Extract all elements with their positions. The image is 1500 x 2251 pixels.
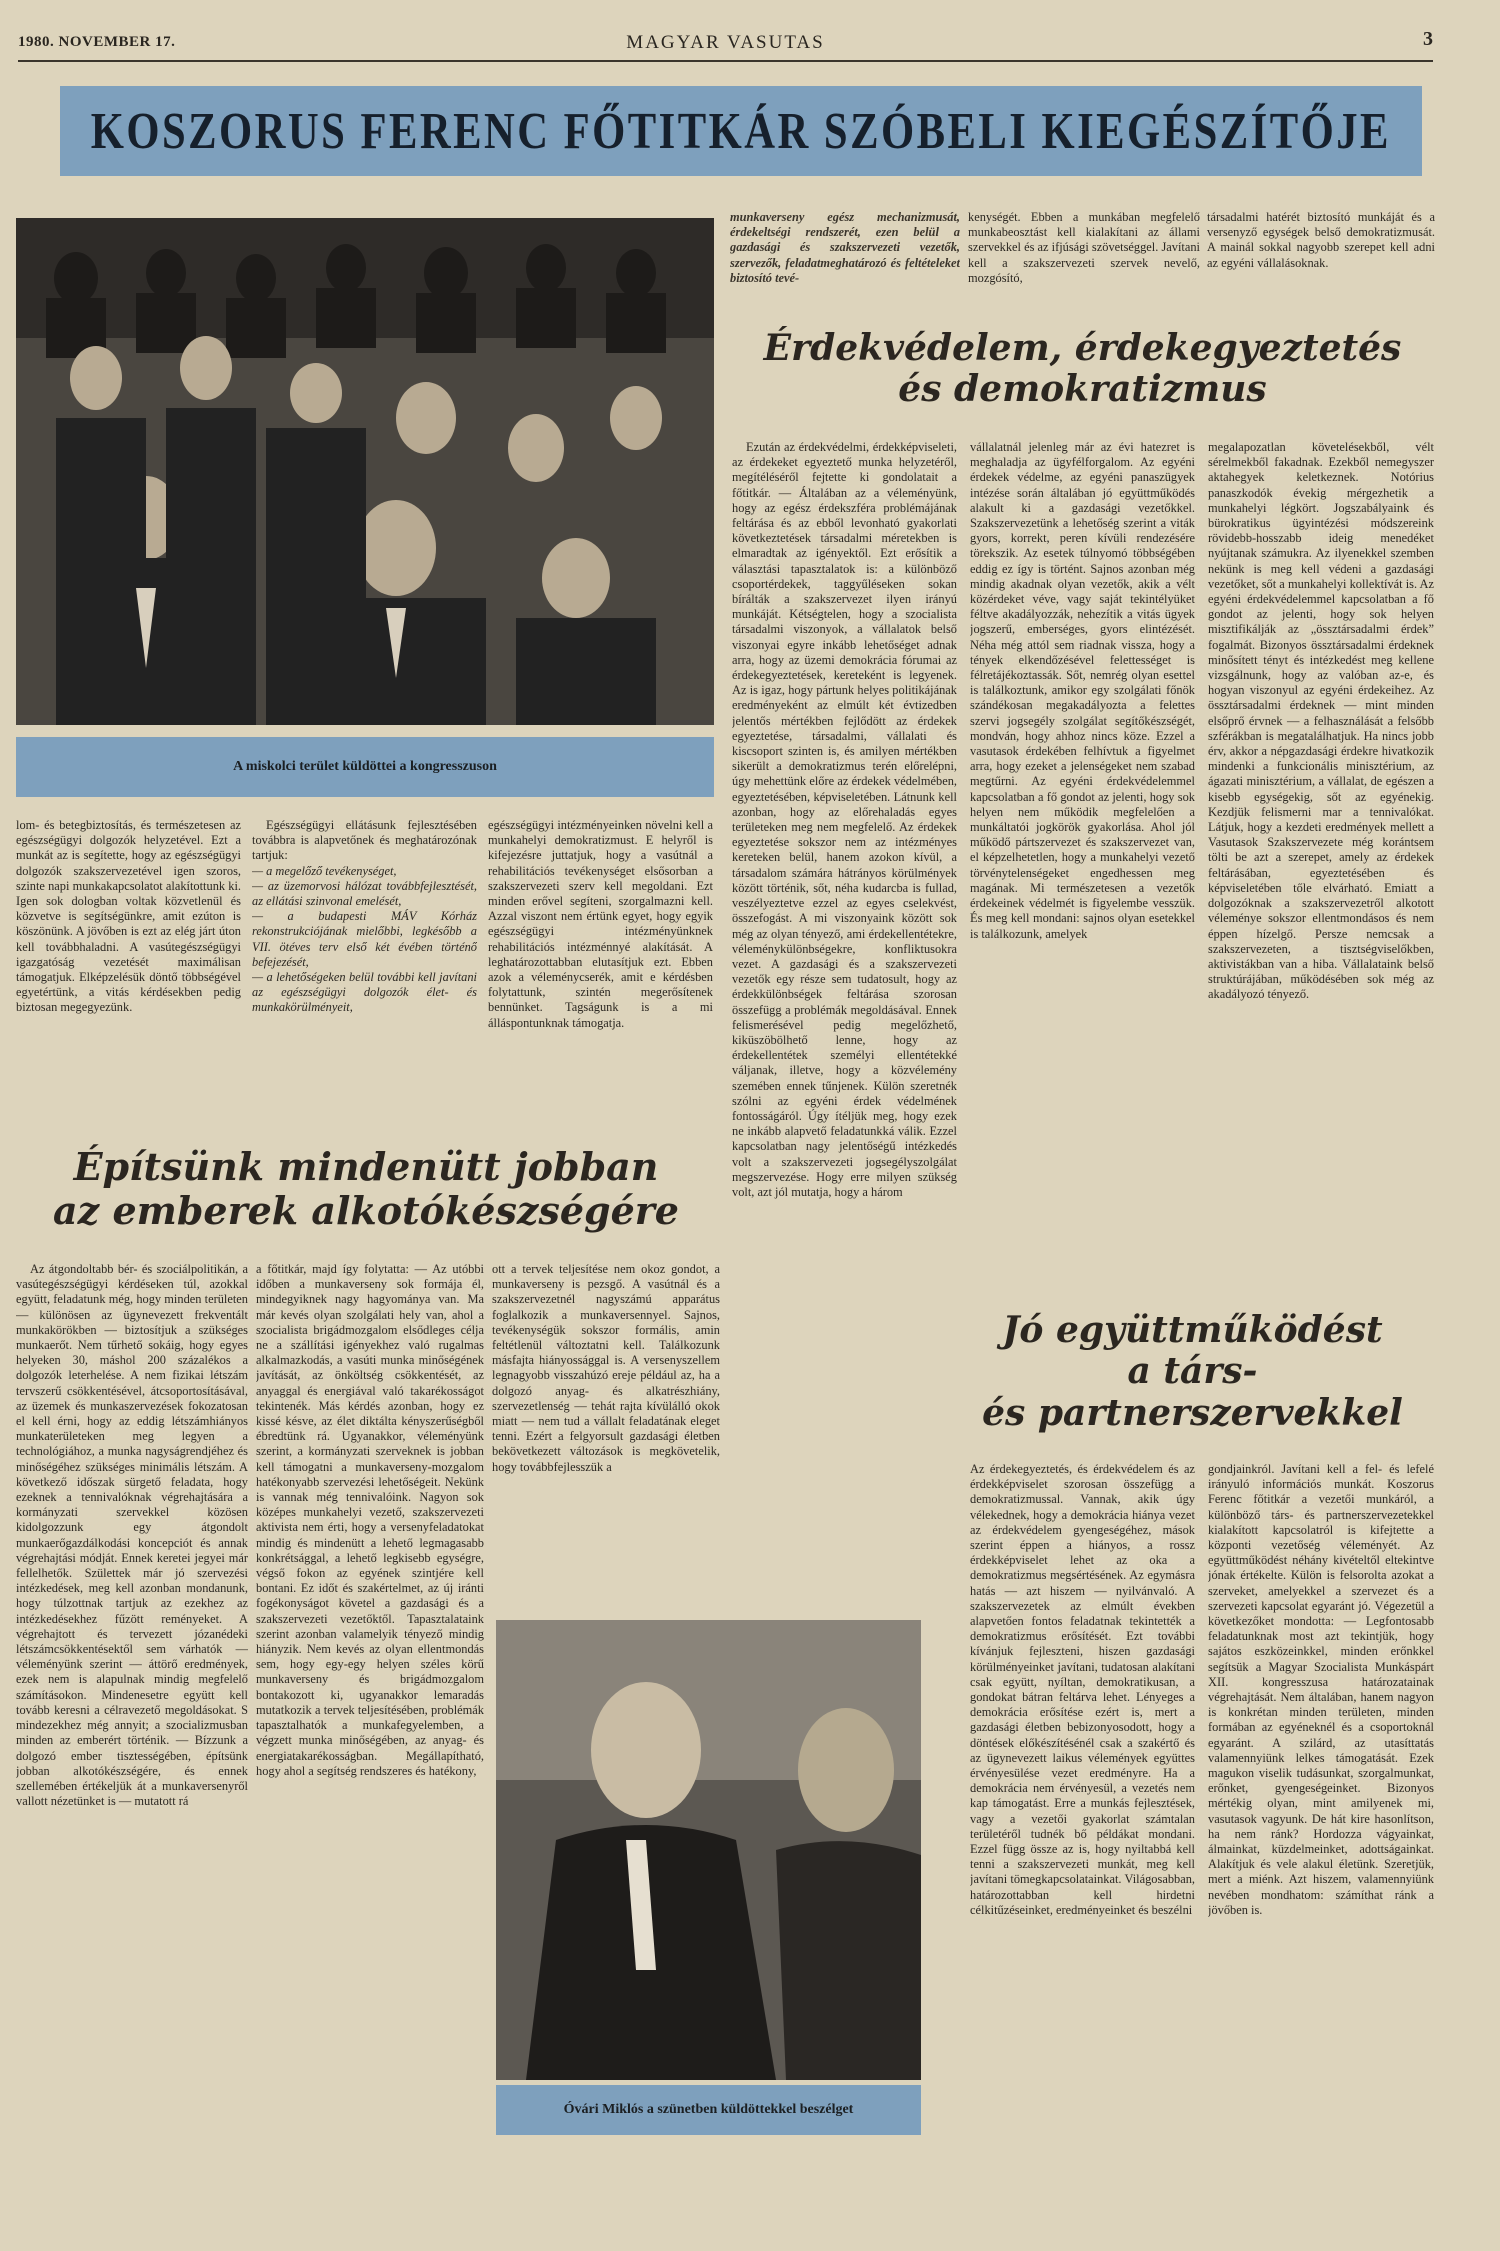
column-lower-1-text: Az átgondoltabb bér- és szociálpolitikán, a vasútegészségügyi kérdéseken túl, azokkal együtt, feladatunk még, hogy minden területen — különösen az ügynevezett frekventált munkakörökben — biztosítjuk a szükséges munkaerőt. Nem tűrhető sokáig, hogy egyes helyeken 30, máshol 200 százalékos a dolgozók leterhelése. A nem fizikai létszám tervszerű csökkentésével, átcsoportosításával, az üzemek és munkaszervezések fokozatosan el kell érni, hogy az eddig létszámhiányos munkaterületeken meg legyen a technológiához, a munka nagyságrendjéhez és minőségéhez szükséges minimális létszám. A következő időszak sürgető feladata, hogy ezeknek a tennivalóknak végrehajtására a kormányzati szervekkel közösen kidolgozzunk egy átgondolt munkaerőgazdálkodási koncepciót és annak végrehajtási módját. Ennek keretei jegyei már fellelhetők. Születtek már jó szervezési intézkedések, meg kell azonban mondanunk, hogy túlzottnak tartjuk az ezekhez az intézkedésekhez fűzött reményeket. A végrehajtott és tervezett józanédeki létszámcsökkentésektől sem várhatók — véleményünk szerint — áttörő eredmények, ezek nem is alapulnak mindig megfelelő számításokon. Mindenesetre együtt kell tovább keresni a célravezető megoldásokat. S mindezekhez még annyit; a szocializmusban minden az emberért történik. — Bízzunk a dolgozó ember tisztességében, építsünk jobban alkotókészségére, és ennek szellemében értékeljük át a munkaversenyről vallott nézetünket is — mutatott rá [16,1262,248,1809]
column-left-3-text: egészségügyi intézményeinken növelni kell a munkahelyi demokratizmust. E helyről is kifejezésre juttatjuk, hogy a vasútnál a rehabilitációs tevékenységet elsősorban a szakszervezeti szerv kell megoldani. Ezt minden erővel segíteni, szorgalmazni kell. Azzal viszont nem értünk egyet, hogy egyik egészségügyi intézményünknek rehabilitációs intézménnyé alakítását. A leghatározottabban elutasítjuk ezt. Ebben azok a véleménycserék, amit e kérdésben folytattunk, szintén megerősítenek bennünket. Tagságunk is a mi álláspontunknak támogatja. [488,818,713,1030]
column-left-2-bullet-3: — a budapesti MÁV Kórház rekonstrukciójának mielőbbi, legkésőbb a VII. ötéves terv első két évében történő befejezését, [252,909,477,969]
headline-3-line-2: a társ- [1127,1350,1258,1393]
headline-2-line-1: Építsünk mindenütt jobban [73,1144,659,1189]
column-left-2 [252,818,477,1128]
column-top-a-text: munkaverseny egész mechanizmusát, érdekeltségi rendszerét, ezen belül a gazdasági és szakszervezeti vezetők, szervezők, feladatmeghatározó és feltételeket biztosító tevé- [730,210,960,285]
issue-date: 1980. NOVEMBER 17. [18,34,176,50]
column-top-a [730,210,960,302]
column-left-2-intro: Egészségügyi ellátásunk fejlesztésében továbbra is alapvetőnek és meghatározónak tartjuk: [252,818,477,863]
ovari-photo [496,1620,921,2080]
column-top-c [1207,210,1435,302]
headline-3-line-3: és partnerszervekkel [982,1391,1403,1434]
column-mid-1 [732,440,957,1580]
headline-build-better [16,1145,716,1232]
column-lower-2-text: a főtitkár, majd így folytatta: — Az utóbbi időben a munkaverseny sok formája él, mindegyiknek nagy hagyománya van. Ma már kevés olyan szolgálati hely van, ahol a szocialista brigádmozgalom elsődleges célja ne a szállítási igényekhez való rugalmas alkalmazkodás, a vasúti munka minőségének javítását, az önköltség csökkentését, az anyaggal és energiával való takarékosságot tekintenék. Más kérdés azonban, hogy ez kissé késve, az élet diktálta kényszerűségből ébredtünk rá. Ugyanakkor, véleményünk szerint, a kormányzati szerveknek is jobban kell támogatni a munkaverseny-mozgalom hatékonyabb szervezési lehetőségeit. Nekünk is vannak még tennivalóink. Nagyon sok középes munkahelyi vezető, szakszervezeti aktivista nem érti, hogy a versenyfeladatokat mindig és mindenütt a lehető legmagasabb konkrétsággal, a lehető legkisebb egységre, végső fokon az egyének szintjére kell bontani. Ez időt és szakértelmet, az új iránti fogékonyságot követel a gazdasági és a szakszervezeti vezetőktől. Tapasztalataink szerint azonban valamelyik tényező mindig hiányzik. Nem kevés az olyan ellentmondás sem, hogy egy-egy helyen széles körű munkaverseny és brigádmozgalom bontakozott ki, ugyanakkor lemaradás mutatkozik a tervek teljesítésében, problémák tapasztalhatók a munkafegyelemben, a végzett munka minőségében, az anyag- és energiatakarékosságban. Megállapítható, hogy ahol a segítség rendszeres és hatékony, [256,1262,484,1778]
column-top-c-text: társadalmi hatérét biztosító munkáját és a versenyző egységek belső demokratizmusát. A mainál sokkal nagyobb szerepet kell adni az egyéni vállalásoknak. [1207,210,1435,270]
newspaper-title: MAGYAR VASUTAS [626,32,825,53]
headline-cooperation [950,1310,1435,1434]
headline-1-line-2: és demokratizmus [898,368,1267,411]
column-mid-2 [970,440,1195,1330]
top-photo-caption: A miskolci terület küldöttei a kongresszuson [233,759,497,774]
banner-title: KOSZORUS FERENC FŐTITKÁR SZÓBELI KIEGÉSZÍTŐJE [90,102,1392,160]
delegates-photo [16,218,714,725]
column-left-1 [16,818,241,1128]
top-photo-caption-box [16,737,714,797]
headline-1-line-1: Érdekvédelem, érdekegyeztetés [763,327,1402,369]
article-banner [60,86,1422,176]
column-top-b-text: kenységét. Ebben a munkában megfelelő munkabeosztást kell kialakítani az állami szervekkel és az ifjúsági szövetséggel. Javítani kell a szakszervezeti szervek nevelő, mozgósító, [968,210,1200,285]
column-lower-4 [970,1462,1195,2232]
headline-2-line-2: az emberek alkotókészségére [53,1187,679,1233]
column-top-b [968,210,1200,302]
page-number: 3 [1423,28,1433,50]
column-lower-4-text: Az érdekegyeztetés, és érdekvédelem és az érdekképviselet szorosan összefügg a demokratizmussal. Vannak, akik úgy vélekednek, hogy a demokrácia hiánya vezet az érdekvédelem gyengeségéhez, mások szerint éppen a hiányos, a rossz érdekképviselet lehet az oka a demokratizmus megsértésének. Az egymásra hatás — azt hiszem — nyilvánvaló. A szakszervezetek az elmúlt években alapvetően fontos feladatnak tekintették a demokratizmus erősítését. Ezt további kívánjuk fejleszteni, hiszen gazdasági körülményeinket javítani, tudatosan alakítani csak együtt, nyíltan, demokratikusan, a gondokat bátran feltárva lehet. Lényeges a demokrácia erősítése ezért is, mert a gazdasági életben bebizonyosodott, hogy a döntések előkészítésénél csak a szakértő és az ügynevezett laikus vélemények együttes érvényesülése vezet eredményre. Ha a demokrácia nem érvényesül, a vezetés nem kap támogatást. Erre a munkás fejlesztések, vagy a vezetői gyakorlat számtalan területéről tudnék bő példákat mondani. Ezzel függ össze az is, hogy nyiltabbá kell tenni a szakszervezeti munkát, meg kell javítani tömegkapcsolatainkat. Világosabban, határozottabban kell hirdetni célkitűzéseinket, eredményeinket és beszélni [970,1462,1195,1917]
page-header [18,30,1433,62]
bottom-photo-caption-box [496,2085,921,2135]
column-left-3 [488,818,713,1128]
column-lower-2 [256,1262,484,2212]
column-lower-3-text: ott a tervek teljesítése nem okoz gondot, a munkaverseny is pezsgő. A vasútnál és a szakszervezetnél nagyszámú apparátus foglalkozik a munkaversennyel. Sajnos, tevékenységük sokszor formális, amin feltétlenül változtatni kell. Találkozunk másfajta hiányossággal is. A versenyszellem legnagyobb visszahúzó ereje például az, ha a dolgozó anyag- és alkatrészhiány, szervezetlenség — tehát rajta kívülálló okok miatt — nem tud a vállalt feladatának eleget tenni. Ezért a felgyorsult gazdasági életben bekövetkezett változások is megkövetelik, hogy továbbfejlesszük a [492,1262,720,1474]
column-lower-1 [16,1262,248,2212]
column-lower-3 [492,1262,720,1612]
column-right-1-text: megalapozatlan követelésekből, vélt sérelmekből fakadnak. Ezekből nemegyszer aktahegyek keletkeznek. Notórius panaszkodók évekig mérgezhetik a munkahelyi légkört. Jogszabályaink és bürokratikus ügyintézési módszereink rövidebb-hosszabb ideig menedéket nyújtanak számukra. Az ilyenekkel szemben nekünk is meg kell védeni a gazdasági vezetőket, sőt a munkahelyi kollektívát is. Az egyéni érdekvédelemmel kapcsolatban a fő gondot az jelenti, hogy sok helyen misztifikálják az „össztársadalmi érdek” fogalmát. Bizonyos össztársadalmi érdeknek minősített tényt és intézkedést meg kellene vizsgálnunk, hogy az valóban az-e, és hogyan viszonyul az egyéni érdekeihez. Az össztársadalmi érdeknek — mint minden elsőprő érvnek — a felhasználását a felsőbb szférákban is megatalálhatjuk. Ha nincs jobb érv, akkor a népgazdasági érdekre hivatkozik mindenki a funkcionális minisztérium, az ágazati minisztérium, a vállalat, de egészen a kisebb egységekig, sőt az egyénekig. Kezdjük felismerni mar a tennivalókat. Látjuk, hogy a kezdeti eredmények mellett a Vasutasok Szakszervezete még korántsem tölti be azt a szerepet, amely az érdekek feltárásában, egyeztetésében és képviseletében tőle elvárható. Emiatt a dolgozóknak a szakszervezetről alkotott véleménye sokszor ellentmondásos és nem éppen hízelgő. Persze nemcsak a szakszervezeten, a tisztségviselőkben, aktivistákban van a hiba. Vállalataink belső struktúrájában, működésében sok még az akadályozó tényező. [1208,440,1434,1002]
delegates-photo-image [16,218,714,725]
ovari-photo-image [496,1620,921,2080]
column-lower-5 [1208,1462,1434,2232]
bottom-photo-caption: Óvári Miklós a szünetben küldöttekkel beszélget [563,2102,854,2117]
column-mid-1-text: Ezután az érdekvédelmi, érdekképviseleti, az érdekeket egyeztető munka helyzetéről, megítéléséről fejtette ki gondolatait a főtitkár. — Általában az a véleményünk, hogy az egész érdekszféra problémájának feltárása és az ebből levonható gyakorlati következtetések társadalmi méretekben is elmaradtak az igényektől. Ezt erősítik a választási tapasztalatok is: a különböző csoportérdekek, taggyűléseken sokan bírálták a szakszervezet ilyen irányú munkáját. Kétségtelen, hogy a szocialista társadalmi viszonyok, a vállalatok belső viszonyai egyre inkább lehetőséget adnak arra, hogy az üzemi demokrácia fórumai az érdekegyeztetések, kereteként is legyenek. Az is igaz, hogy pártunk helyes politikájának eredményeként az elmúlt két évtizedben jelentős mértékben fejlődött az érdekek egyeztetése, társadalmi, vállalati és kiscsoport szinten is, és amilyen mértékben sikerült a demokratizmus terén előrelépni, úgy mehettünk előre az érdekek védelmében, egyeztetésében, képviseletében. Látnunk kell azonban, hogy az előrehaladás egyes területeken meg nem megfelelő. Az érdekek egyeztetése sokszor nem az intézményes kereteken belül, hanem azokon kívül, a társadalom számára hátrányos körülmények között történik, sőt, néha kudarcba is fullad, veszélyeztetve ezzel az egyes cselekvést, összefogást. A mi viszonyaink között sok még az olyan tényező, ami érdekellentétekre, véleménykülönbségekre, konfliktusokra vezet. A gazdasági és a szakszervezeti vezetők egy része sem tudatosult, hogy az érdekkülönbségek feltárása szorosan összefügg a problémák megoldásával. Ennek felismerésével pedig megelőzhető, kiküszöbölhető lenne, hogy az érdekellentétek személyi ellentétekké váljanak, illetve, hogy a közvélemény szemében ennek tűnjenek. Külön szeretnék szólni az egyéni érdek védelmének fontosságáról. Úgy ítéljük meg, hogy ezek ne inkább alapvető feladatunkká válik. Ezzel kapcsolatban nagy jelentőségű intézkedés volt a szakszervezeti jogsegélyszolgálat megszervezése. Hogy erre milyen szükség volt, azt jól mutatja, hogy a három [732,440,957,1199]
column-left-2-bullet-4: — a lehetőségeken belül további kell javítani az egészségügyi dolgozók élet- és munkakörülményeit, [252,970,477,1015]
column-left-1-text: lom- és betegbiztosítás, és természetesen az egészségügyi dolgozók helyzetével. Ezt a munkát az is segítette, hogy az egészségügyi dolgozók szakszervezetével igen szoros, szinte napi munkakapcsolatot alakítottunk ki. Igen sok dologban voltak közvetlenül és közvetve is segítségünkre, amit ezúton is köszönünk. A jövőben is ezt az elég járt úton kell továbbhaladni. A vasútegészségügyi igazgatóság vezetését maximálisan támogatjuk. Elképzelésük döntő többségével egyetértünk, a vitás kérdésekben pedig biztosan megegyezünk. [16,818,241,1015]
column-right-1 [1208,440,1434,1310]
column-lower-5-text: gondjainkról. Javítani kell a fel- és lefelé irányuló információs munkát. Koszorus Ferenc főtitkár a vezetői munkáról, a különböző társ- és partnerszervezetekkel kialakított kapcsolatról is kifejtette a központi vezetőség véleményét. Az együttműködést néhány kivételtől eltekintve jónak értékelte. Külön is felsorolta azokat a szerveket, amelyekkel a szervezet és a szervezeti kapcsolat egyaránt jó. Végezetül a következőket mondotta: — Legfontosabb feladatunknak most azt tekintjük, hogy sajátos eszközeinkkel, minden erőnkkel segítsük a Magyar Szocialista Munkáspárt XII. kongresszusa határozatainak végrehajtását. Nem általában, hanem nagyon is konkrétan minden területen, minden formában az egyéneknél és a csoportoknál egyaránt. A szilárd, az utasíttatás valamennyiünk lelkes támogatását. Ezek magukon viselik tudásunkat, szorgalmunkat, erőnket, gyengeségeinket. Bizonyos mértékig olyan, mint amilyenek mi, vasutasok vagyunk. De hát kire hasonlítson, ha nem ránk? Hordozza vágyainkat, álmainkat, küzdelmeinket, adottságainkat. Alakítjuk és vele alakul életünk. Szeretjük, mert a miénk. Azt hiszem, valamennyiünk nevében mondhatom: számíthat ránk a jövőben is. [1208,1462,1434,1917]
column-mid-2-text: vállalatnál jelenleg már az évi hatezret is meghaladja az ügyfélforgalom. Az egyéni érdekek védelme, az egyéni panaszügyek intézése során általában jó együttműködés alakult ki a gazdasági vezetőkkel. Szakszervezetünk a lehetőség szerint a viták gyors, korrekt, peren kívüli rendezésére törekszik. Az esetek túlnyomó többségében eddig ez így is történt. Sajnos azonban még mindig akadnak olyan vezetők, akik a vélt közérdeket véve, vagy saját tekintélyüket féltve akadályozzák, nehezítik a vitás ügyek jogszerű, emberséges, gyors elintézését. Néha még attól sem riadnak vissza, hogy a tények elkendőzésével felettességet is félretájékoztassák. Sőt, nemrég olyan esettel is találkoztunk, amikor egy szolgálati főnök szándékosan megakadályozta a felettes szervi jogsegély szolgálat segítőkészségét, mondván, hogy ahhoz nincs köze. Ezzel a vasutasok érdekében felhívtuk a figyelmet arra, hogy ezeket a jelenségeket nem szabad megtűrni. Az egyéni érdekvédelemmel kapcsolatban a fő gondot az jelenti, hogy sok helyen nem működik megfelelően a munkáltatói jogkörök gyakorlása. Ahol jól működő pártszervezet és szakszervezet van, el képzelhetetlen, hogy a munkahelyi vezető törvénytelenségeket engedhessen meg magának. Mi természetesen a vezetők érdekeinek védelmét is figyelembe vesszük. És meg kell mondani: sajnos olyan esetekkel is találkozunk, amelyek [970,440,1195,941]
column-left-2-bullet-2: — az üzemorvosi hálózat továbbfejlesztését, az ellátási szinvonal emelését, [252,878,477,909]
headline-interest-protection [730,328,1435,411]
headline-3-line-1: Jó együttműködést [1002,1309,1383,1351]
column-left-2-bullet-1: — a megelőző tevékenységet, [252,863,397,878]
